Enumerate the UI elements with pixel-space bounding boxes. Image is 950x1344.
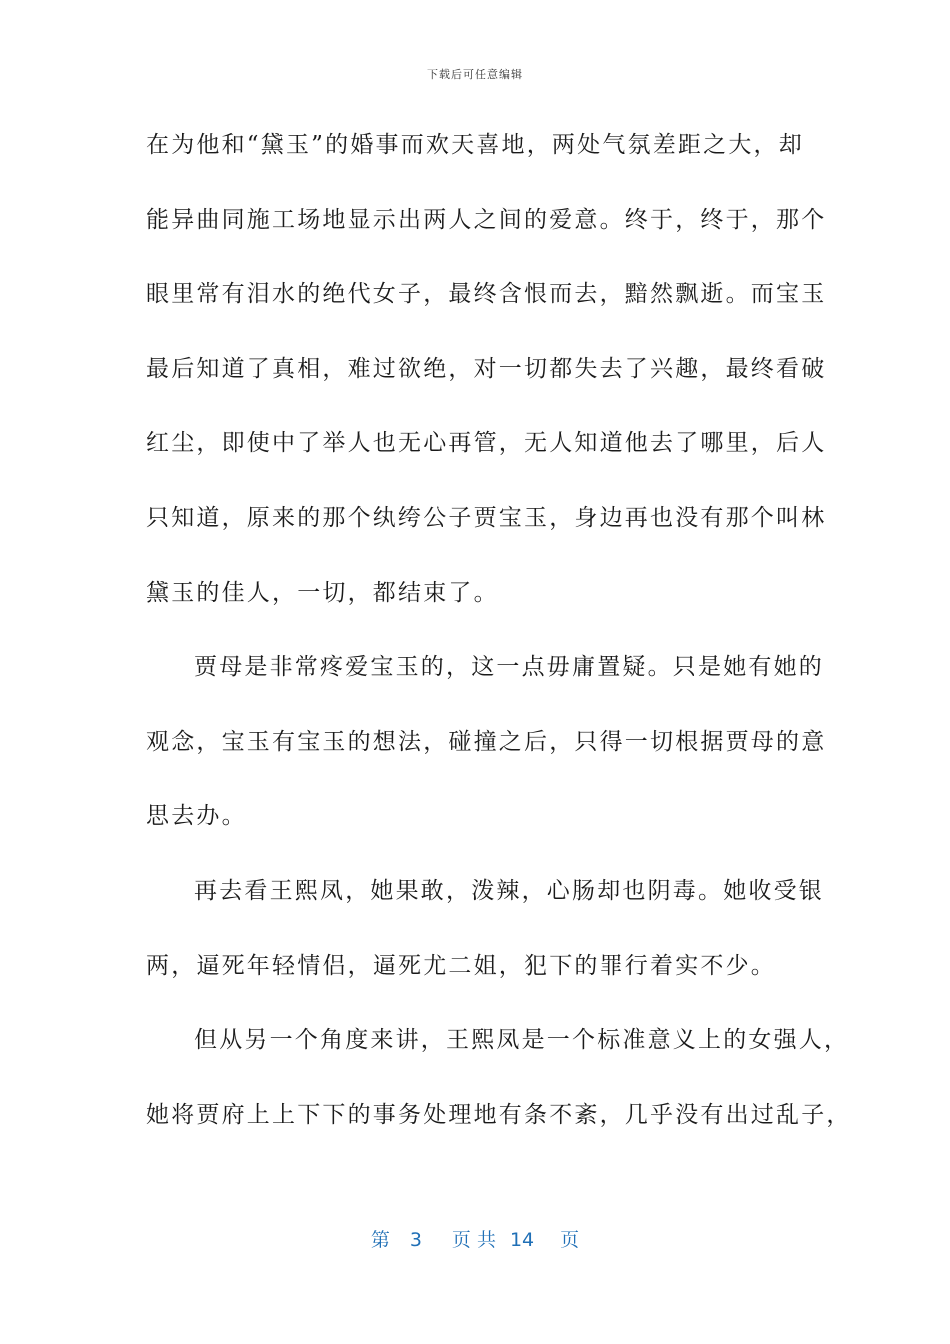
current-page-number: 3 (409, 1229, 422, 1251)
text-line: 在为他和“黛玉”的婚事而欢天喜地，两处气氛差距之大，却 (146, 132, 804, 158)
text-line: 最后知道了真相，难过欲绝，对一切都失去了兴趣，最终看破 (146, 355, 827, 382)
footer-prefix: 第 (370, 1229, 390, 1251)
page-header: 下载后可任意编辑 (427, 68, 523, 81)
text-line: 再去看王熙凤，她果敢，泼辣，心肠却也阴毒。她收受银 (194, 877, 824, 904)
total-pages-number: 14 (509, 1229, 535, 1251)
text-line: 红尘，即使中了举人也无心再管，无人知道他去了哪里，后人 (146, 430, 827, 457)
text-line: 她将贾府上上下下的事务处理地有条不紊，几乎没有出过乱子， (146, 1101, 852, 1128)
text-line: 能异曲同施工场地显示出两人之间的爱意。终于，终于，那个 (146, 206, 827, 233)
text-line: 两，逼死年轻情侣，逼死尤二姐，犯下的罪行着实不少。 (146, 952, 776, 979)
text-line: 只知道，原来的那个纨绔公子贾宝玉，身边再也没有那个叫林 (146, 504, 827, 531)
page-footer (0, 1225, 950, 1252)
text-line: 但从另一个角度来讲，王熙凤是一个标准意义上的女强人， (194, 1027, 850, 1054)
footer-middle: 页 共 (451, 1229, 496, 1251)
text-line: 贾母是非常疼爱宝玉的，这一点毋庸置疑。只是她有她的 (194, 654, 824, 681)
text-line: 观念，宝玉有宝玉的想法，碰撞之后，只得一切根据贾母的意 (146, 728, 827, 755)
footer-suffix: 页 (560, 1229, 580, 1251)
text-line: 思去办。 (146, 803, 247, 830)
text-line: 黛玉的佳人，一切，都结束了。 (146, 579, 499, 606)
text-line: 眼里常有泪水的绝代女子，最终含恨而去，黯然飘逝。而宝玉 (146, 281, 827, 308)
document-body (146, 127, 852, 1171)
